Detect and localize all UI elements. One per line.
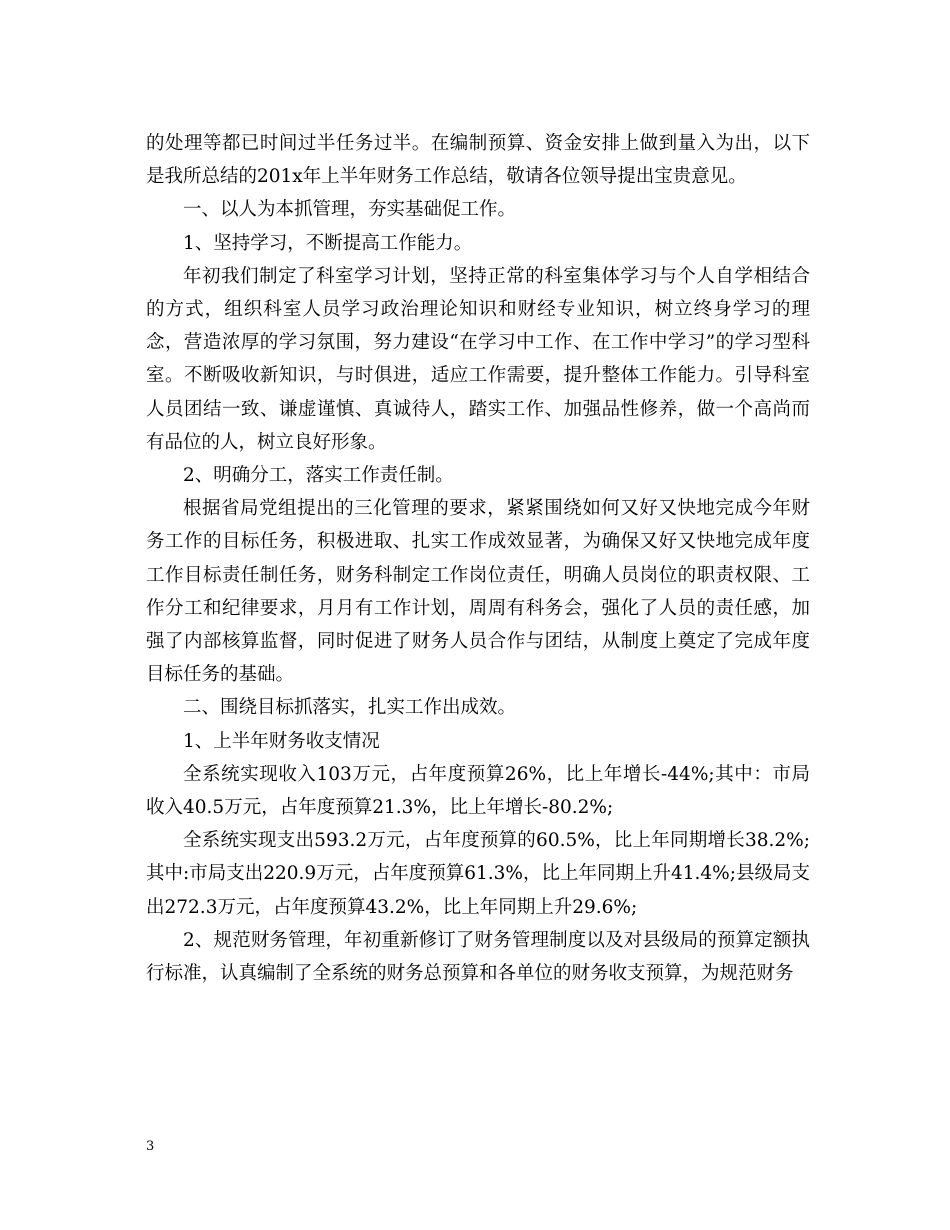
section-heading-2: 二、围绕目标抓落实，扎实工作出成效。: [183, 697, 517, 719]
paragraph-responsibility: 根据省局党组提出的三化管理的要求，紧紧围绕如何又好又快地完成今年财务工作的目标任务，积极进取、扎实工作成效显著，为确保又好又快地完成年度工作目标责任制任务，财务科制定工作岗位责任，明确人员岗位的职责权限、工作分工和纪律要求，月月有工作计划，周周有科务会，强化了人员的责任感，加强了内部核算监督，同时促进了财务人员合作与团结，从制度上奠定了完成年度目标任务的基础。: [146, 498, 810, 686]
paragraph-study: 年初我们制定了科室学习计划，坚持正常的科室集体学习与个人自学相结合的方式，组织科室人员学习政治理论知识和财经专业知识，树立终身学习的理念，营造浓厚的学习氛围，努力建设“在学习中工作、在工作中学习”的学习型科室。不断吸收新知识，与时俱进，适应工作需要，提升整体工作能力。引导科室人员团结一致、谦虚谨慎、真诚待人，踏实工作、加强品性修养，做一个高尚而有品位的人，树立良好形象。: [146, 265, 810, 453]
paragraph-expenditure: 全系统实现支出593.2万元，占年度预算的60.5%，比上年同期增长38.2%;其中:市局支出220.9万元，占年度预算61.3%，比上年同期上升41.4%;县级局支出272.3万元，占年度预算43.2%，比上年同期上升29.6%;: [146, 830, 810, 918]
document-body: [146, 127, 810, 990]
paragraph-income: 全系统实现收入103万元，占年度预算26%，比上年增长-44%;其中：市局收入40.5万元，占年度预算21.3%，比上年增长-80.2%;: [146, 763, 810, 819]
subheading-1-2: 2、明确分工，落实工作责任制。: [183, 465, 454, 487]
page-number: 3: [146, 1139, 155, 1154]
subheading-2-1: 1、上半年财务收支情况: [183, 730, 380, 752]
section-heading-1: 一、以人为本抓管理，夯实基础促工作。: [183, 199, 517, 221]
paragraph-1: 的处理等都已时间过半任务过半。在编制预算、资金安排上做到量入为出，以下是我所总结的201x年上半年财务工作总结，敬请各位领导提出宝贵意见。: [146, 133, 810, 188]
subheading-1-1: 1、坚持学习，不断提高工作能力。: [183, 232, 473, 254]
paragraph-management: 2、规范财务管理，年初重新修订了财务管理制度以及对县级局的预算定额执行标准，认真编制了全系统的财务总预算和各单位的财务收支预算，为规范财务: [146, 929, 810, 985]
